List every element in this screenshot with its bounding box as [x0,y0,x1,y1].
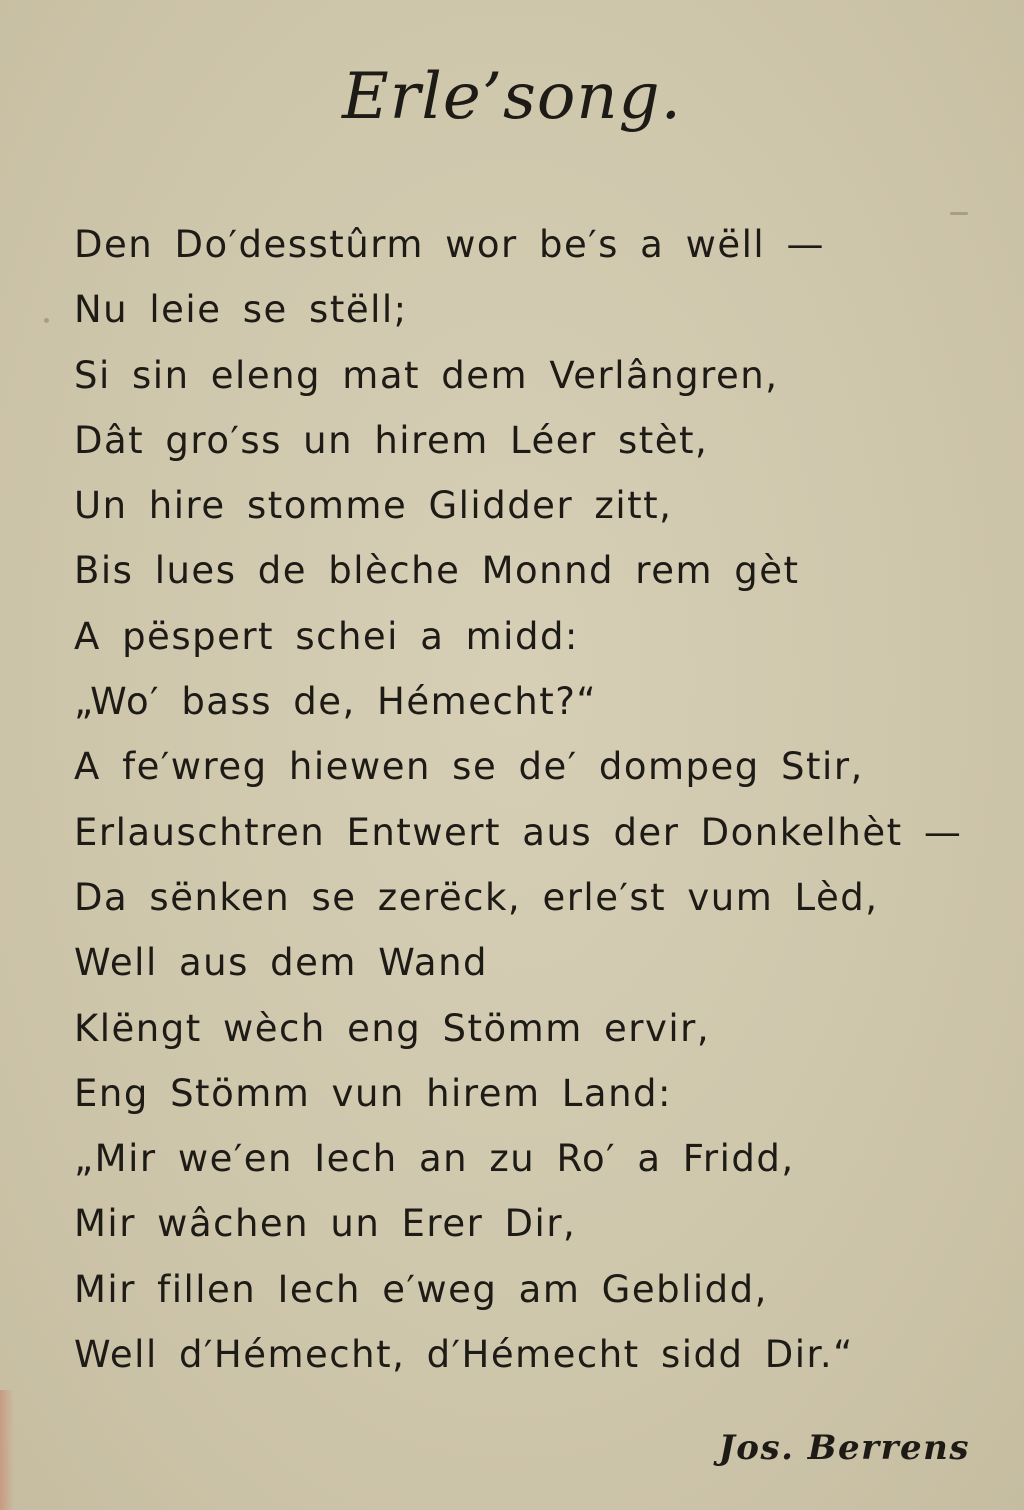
poem-line: Erlauschtren Entwert aus der Donkelhèt — [74,810,963,854]
poem-line: „Wo′ bass de, Hémecht?“ [74,680,598,724]
poem-line: Well aus dem Wand [74,941,489,985]
poem-line: A pëspert schei a midd: [74,614,579,658]
poem-line: Well d′Hémecht, d′Hémecht sidd Dir.“ [74,1333,854,1377]
poem-line: „Mir we′en Iech an zu Ro′ a Fridd, [74,1137,795,1181]
poem-line: Bis lues de blèche Monnd rem gèt [74,549,800,593]
poem-line: Klëngt wèch eng Stömm ervir, [74,1006,711,1050]
poem-line: Mir fillen Iech e′weg am Geblidd, [74,1267,768,1311]
poem-line: Eng Stömm vun hirem Land: [74,1071,672,1115]
poem-line: Nu leie se stëll; [74,288,408,332]
poem-line: Dât gro′ss un hirem Léer stèt, [74,418,709,462]
poem-body [74,212,994,1387]
page-edge [0,1390,14,1510]
poem-line: Da sënken se zerëck, erle′st vum Lèd, [74,875,879,919]
poem-line: Den Do′desstûrm wor be′s a wëll — [74,223,825,266]
poem-line: Un hire stomme Glidder zitt, [74,484,673,528]
poem-author: Jos. Berrens [718,1428,970,1468]
poem-line: Si sin eleng mat dem Verlângren, [74,353,779,397]
paper-speck [44,318,49,323]
poem-line: Mir wâchen un Erer Dir, [74,1202,577,1246]
poem-title: Erle’song. [342,60,682,134]
poem-line: A fe′wreg hiewen se de′ dompeg Stir, [74,745,864,789]
